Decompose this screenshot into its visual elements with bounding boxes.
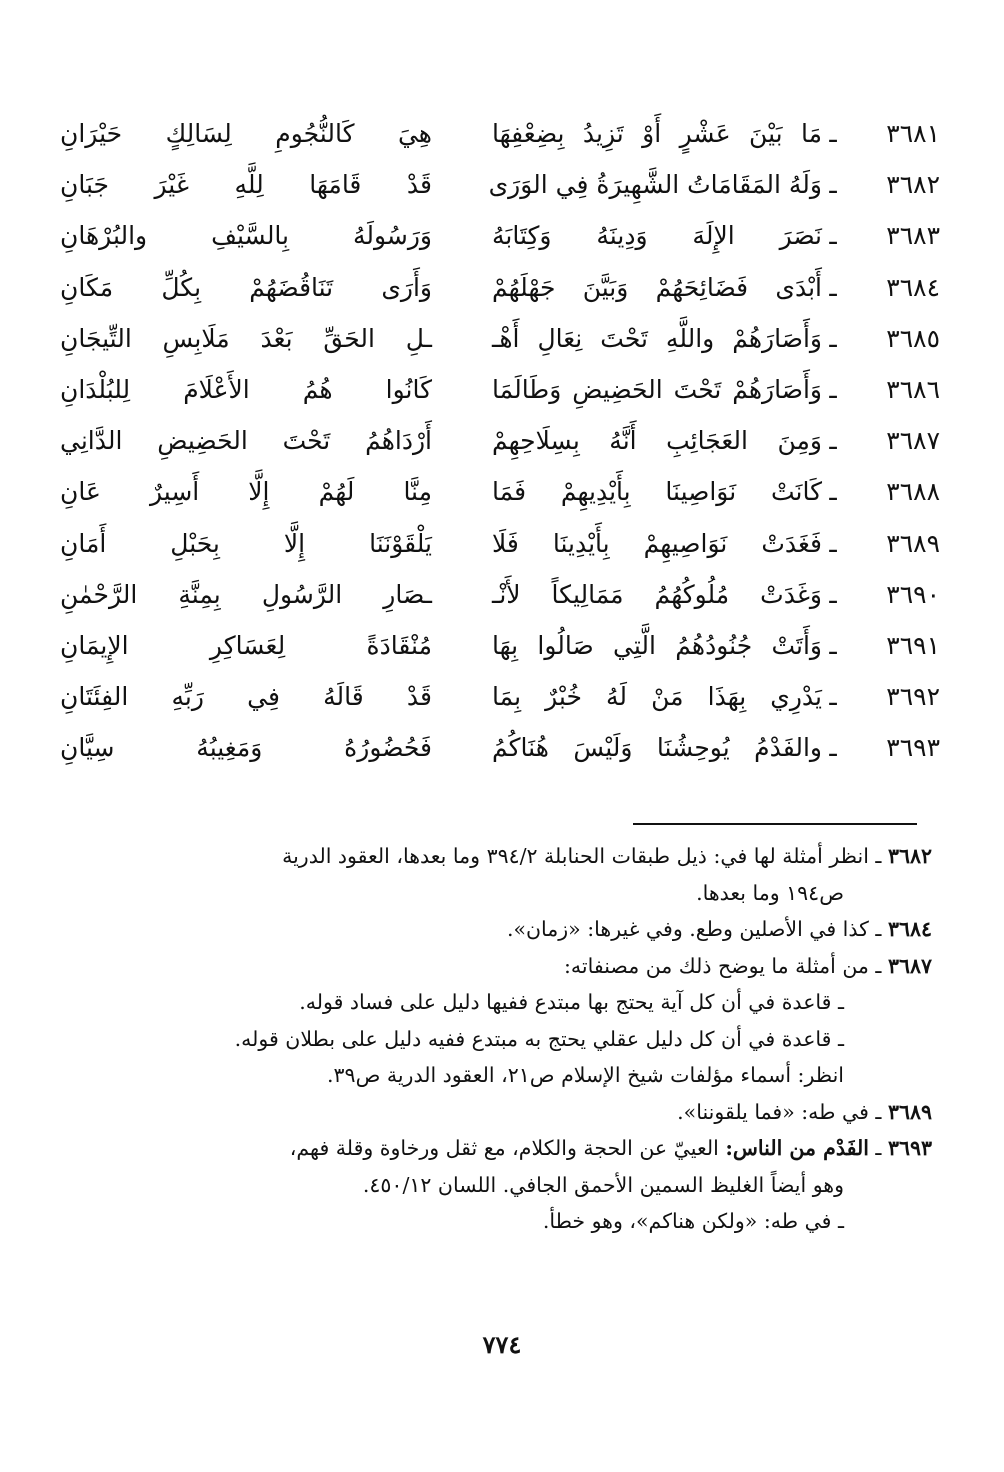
verse-dash: ـ <box>829 375 837 405</box>
verse-first-hemistich: والفَدْمُ يُوحِشُنَا وَلَيْسَ هُنَاكُمُ <box>492 733 822 763</box>
footnote-3682 <box>66 838 932 911</box>
verse-dash: ـ <box>829 426 837 456</box>
footnotes <box>66 838 932 1240</box>
verse-second-hemistich: وَرَسُولَهُ بِالسَّيْفِ والبُرْهَانِ <box>60 221 432 251</box>
verse-line <box>60 210 940 261</box>
verse-dash: ـ <box>829 477 837 507</box>
verse-second-hemistich: مِنَّا لَهُمْ إِلَّا أَسِيرٌ عَانِ <box>60 477 432 507</box>
verse-first-hemistich: نَصَرَ الإِلَهَ وَدِينَهُ وَكِتَابَهُ <box>492 221 822 251</box>
footnote-number: ٣٦٨٩ <box>887 1099 932 1124</box>
verse-first-hemistich: وَلَهُ المَقَامَاتُ الشَّهِيرَةُ فِي الوَرَى <box>488 170 822 200</box>
footnote-separator <box>633 823 917 825</box>
verse-number: ٣٦٨١ <box>886 119 940 149</box>
verse-dash: ـ <box>829 528 837 558</box>
verse-second-hemistich: ـصَارِ الرَّسُولِ بِمِنَّةِ الرَّحْمٰنِ <box>60 579 432 609</box>
footnote-text: العييّ عن الحجة والكلام، مع ثقل ورخاوة وقلة فهم، <box>289 1136 719 1160</box>
footnote-dash: ـ <box>868 1136 888 1160</box>
footnote-text: ص١٩٤ وما بعدها. <box>696 880 844 905</box>
footnote-text: ـ قاعدة في أن كل آية يحتج بها مبتدع ففيها دليل على فساد قوله. <box>299 990 844 1014</box>
footnote-line <box>66 984 932 1021</box>
verse-first-hemistich: أَبْدَى فَضَائِحَهُمْ وَبَيَّنَ جَهْلَهُمْ <box>492 272 822 302</box>
verse-second-hemistich: فَحُضُورُهُ وَمَغِيبُهُ سِيَّانِ <box>60 733 432 763</box>
footnote-3687 <box>66 948 932 1094</box>
footnote-line <box>66 1167 932 1204</box>
footnote-text: ـ قاعدة في أن كل دليل عقلي يحتج به مبتدع ففيه دليل على بطلان قوله. <box>234 1026 844 1051</box>
verse-line <box>60 466 940 517</box>
footnote-term: الفَدْم من الناس: <box>725 1136 869 1160</box>
verse-second-hemistich: هِيَ كَالنُّجُومِ لِسَالِكٍ حَيْرَانِ <box>60 119 432 149</box>
footnote-number: ٣٦٨٤ <box>887 917 932 941</box>
verse-line <box>60 262 940 313</box>
footnote-dash: ـ <box>868 953 888 978</box>
verse-second-hemistich: ـلِ الحَقِّ بَعْدَ مَلَابِسِ التِّيجَانِ <box>60 323 432 353</box>
verse-second-hemistich: مُنْقَادَةً لِعَسَاكِرِ الإِيمَانِ <box>60 630 432 660</box>
footnote-text: كذا في الأصلين وطع. وفي غيرها: «زمان». <box>506 917 869 941</box>
verse-line <box>60 620 940 671</box>
footnote-number: ٣٦٩٣ <box>887 1136 932 1160</box>
verse-dash: ـ <box>829 323 837 353</box>
footnote-text: ـ في طه: «ولكن هناكم»، وهو خطأ. <box>542 1209 844 1233</box>
verse-number: ٣٦٨٧ <box>886 426 940 456</box>
verse-dash: ـ <box>829 221 837 251</box>
footnote-number: ٣٦٨٢ <box>887 844 932 868</box>
verse-dash: ـ <box>829 733 837 763</box>
footnote-line <box>66 1021 932 1058</box>
footnote-line <box>66 1057 932 1094</box>
verse-dash: ـ <box>829 682 837 712</box>
verse-first-hemistich: فَغَدَتْ نَوَاصِيهِمْ بِأَيْدِينَا فَلَا <box>492 528 822 558</box>
verse-second-hemistich: يَلْقَوْنَنَا إِلَّا بِحَبْلِ أَمَانِ <box>60 528 432 558</box>
verse-line <box>60 108 940 159</box>
verse-second-hemistich: قَدْ قَامَهَا لِلَّهِ غَيْرَ جَبَانِ <box>60 170 432 200</box>
footnote-text: وهو أيضاً الغليظ السمين الأحمق الجافي. اللسان ٤٥٠/١٢. <box>362 1172 844 1197</box>
verse-first-hemistich: كَانَتْ نَوَاصِينَا بِأَيْدِيهِمْ فَمَا <box>492 477 822 507</box>
verse-first-hemistich: يَدْرِي بِهَذَا مَنْ لَهُ خُبْرٌ بِمَا <box>492 682 822 712</box>
verse-dash: ـ <box>829 170 837 200</box>
verse-first-hemistich: وَأَتَتْ جُنُودُهُمُ الَّتِي صَالُوا بِهَا <box>492 630 822 660</box>
verse-number: ٣٦٨٩ <box>886 528 940 558</box>
footnote-3684 <box>66 911 932 948</box>
verse-number: ٣٦٨٢ <box>886 170 940 200</box>
verse-number: ٣٦٨٦ <box>886 375 940 405</box>
verse-line <box>60 722 940 773</box>
verse-first-hemistich: وَغَدَتْ مُلُوكُهُمُ مَمَالِيكاً لأَنْـ <box>492 579 822 609</box>
verse-number: ٣٦٩١ <box>886 630 940 660</box>
verse-number: ٣٦٨٣ <box>886 221 940 251</box>
verse-number: ٣٦٩٠ <box>886 579 940 609</box>
footnote-number: ٣٦٨٧ <box>887 953 932 978</box>
verse-first-hemistich: مَا بَيْنَ عَشْرٍ أَوْ تَزِيدُ بِضِعْفِهَا <box>492 119 822 149</box>
verse-line <box>60 518 940 569</box>
footnote-text: في طه: «فما يلقوننا». <box>677 1099 869 1124</box>
footnote-dash: ـ <box>868 844 888 868</box>
footnote-line <box>66 1203 932 1240</box>
verse-dash: ـ <box>829 119 837 149</box>
footnote-line <box>66 1130 932 1167</box>
footnote-dash: ـ <box>868 1099 888 1124</box>
footnote-text: انظر أمثلة لها في: ذيل طبقات الحنابلة ٣٩٤/٢ وما بعدها، العقود الدرية <box>282 844 869 868</box>
poem-verses <box>60 108 940 773</box>
footnote-line <box>66 911 932 948</box>
verse-line <box>60 415 940 466</box>
verse-line <box>60 159 940 210</box>
footnote-3689 <box>66 1094 932 1131</box>
verse-first-hemistich: وَمِنَ العَجَائِبِ أَنَّهُ بِسِلَاحِهِمْ <box>492 426 822 456</box>
verse-dash: ـ <box>829 579 837 609</box>
verse-number: ٣٦٨٨ <box>886 477 940 507</box>
verse-number: ٣٦٨٥ <box>886 323 940 353</box>
verse-number: ٣٦٩٢ <box>886 682 940 712</box>
footnote-line <box>66 838 932 875</box>
verse-second-hemistich: وَأَرَى تَنَاقُضَهُمْ بِكُلِّ مَكَانِ <box>60 272 432 302</box>
verse-second-hemistich: أَرْدَاهُمُ تَحْتَ الحَضِيضِ الدَّانِي <box>60 426 432 456</box>
footnote-text: من أمثلة ما يوضح ذلك من مصنفاته: <box>564 953 869 978</box>
footnote-3693 <box>66 1130 932 1240</box>
footnote-line <box>66 948 932 985</box>
footnote-space <box>719 1138 726 1159</box>
verse-number: ٣٦٩٣ <box>886 733 940 763</box>
page-number: ٧٧٤ <box>482 1330 522 1359</box>
verse-first-hemistich: وَأَصَارَهُمْ تَحْتَ الحَضِيضِ وَطَالَمَا <box>492 375 822 405</box>
footnote-text: انظر: أسماء مؤلفات شيخ الإسلام ص٢١، العقود الدرية ص٣٩. <box>327 1063 844 1087</box>
verse-dash: ـ <box>829 272 837 302</box>
verse-first-hemistich: وَأَصَارَهُمْ واللَّهِ تَحْتَ نِعَالِ أَهْـ <box>492 323 822 353</box>
verse-dash: ـ <box>829 630 837 660</box>
verse-line <box>60 671 940 722</box>
footnote-line <box>66 875 932 912</box>
verse-line <box>60 364 940 415</box>
footnote-line <box>66 1094 932 1131</box>
verse-second-hemistich: قَدْ قَالَهُ فِي رَبِّهِ الفِئَتَانِ <box>60 682 432 712</box>
verse-second-hemistich: كَانُوا هُمُ الأَعْلَامَ لِلبُلْدَانِ <box>60 375 432 405</box>
footnote-dash: ـ <box>868 917 888 941</box>
verse-line <box>60 569 940 620</box>
verse-number: ٣٦٨٤ <box>886 272 940 302</box>
verse-line <box>60 313 940 364</box>
